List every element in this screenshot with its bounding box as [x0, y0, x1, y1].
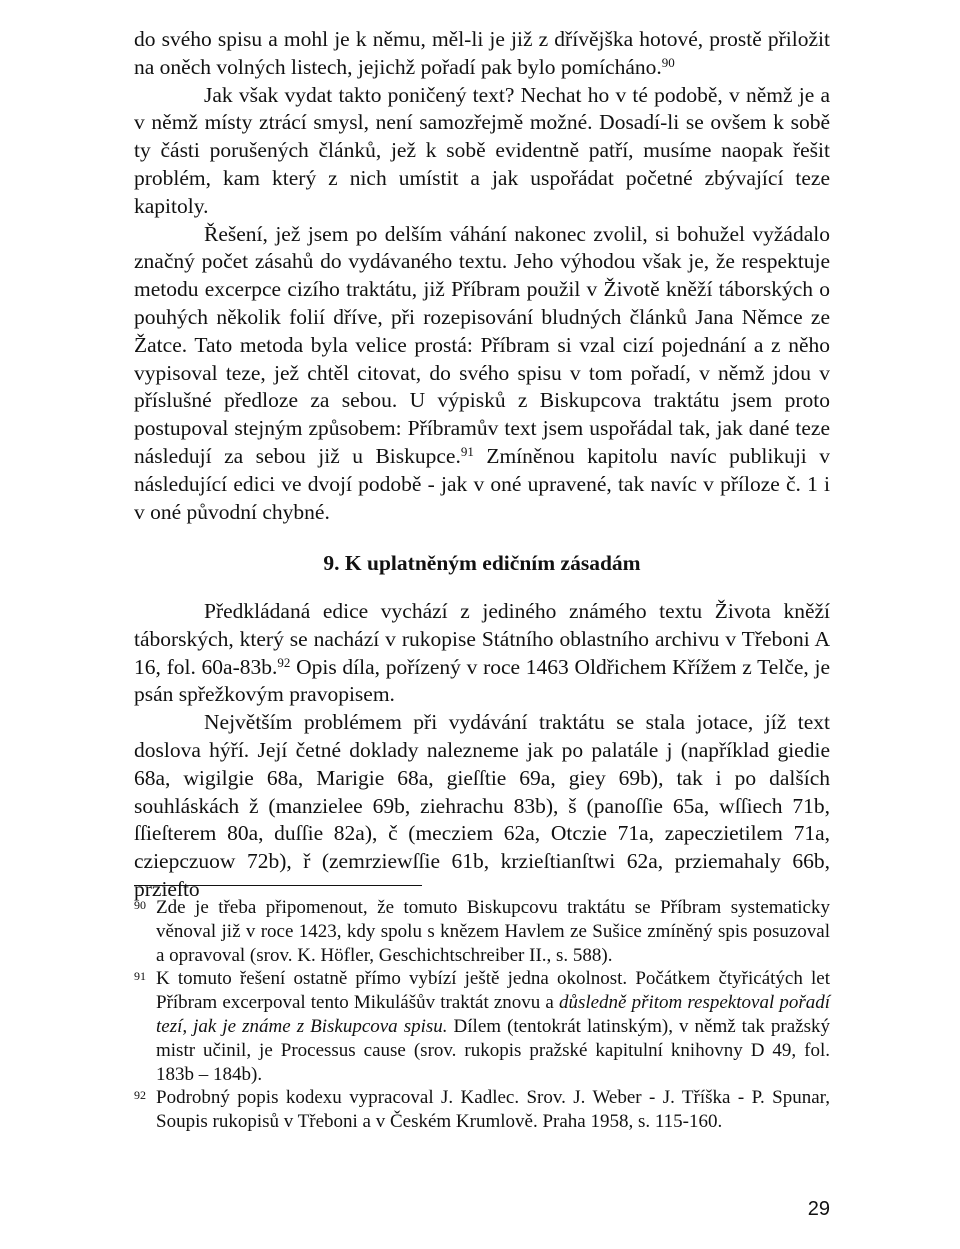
paragraph-1 — [134, 26, 830, 82]
footnote-text: Zde je třeba připomenout, že tomuto Biskupcovu traktátu se Příbram systematicky věnoval již v roce 1423, kdy spolu s knězem Havlem ze Sušice zmíněný spis posuzoval a opravoval (srov. K. Höfler, Geschichtschreiber II., s. 588). — [156, 897, 830, 966]
paragraph-3-text-cont: Zmíněnou kapitolu navíc publikuji v následující edici ve dvojí podobě - jak v oné upravené, tak navíc v příloze č. 1 i v oné původní chybné. — [134, 443, 830, 524]
section-text — [134, 598, 830, 904]
footnotes — [134, 896, 830, 1134]
paragraph-3-text: Řešení, jež jsem po delším váhání nakonec zvolil, si bohužel vyžádalo značný počet zásahů do vydávaného textu. Jeho výhodou však je, že respektuje metodu excerpce cizího traktátu, již Příbram použil v Životě kněží táborských o pouhých několik folií dříve, při rozepisování bludných článků Jana Němce ze Žatce. Tato metoda byla velice prostá: Příbram si vzal cizí pojednání a z něho vypisoval teze, jež chtěl citovat, do svého spisu v tom pořadí, v němž jdou v příslušné předloze za sebou. U výpisků z Biskupcova traktátu jsem proto postupoval stejným způsobem: Příbramův text jsem uspořádal tak, jak dané teze následují za sebou již u Biskupce. — [134, 221, 830, 468]
footnote-text-italic: důsledně přitom respektoval pořadí tezí, jak je známe z Biskupcova spisu. — [156, 992, 830, 1037]
footnote-ref-92: 92 — [277, 654, 291, 670]
footnote-92 — [134, 1086, 830, 1134]
footnote-text: K tomuto řešení ostatně přímo vybízí ještě jedna okolnost. Počátkem čtyřicátých let Příbram excerpoval tento Mikulášův traktát znovu a — [156, 968, 830, 1014]
paragraph-3 — [134, 221, 830, 527]
section-paragraph-1 — [134, 598, 830, 709]
footnote-91 — [134, 967, 830, 1086]
section-paragraph-1-text: Předkládaná edice vychází z jediného známého textu Života kněží táborských, který se nachází v rukopise Státního oblastního archivu v Třeboni A 16, fol. 60a-83b. — [134, 599, 830, 679]
paragraph-1-text: do svého spisu a mohl je k němu, měl-li je již z dřívějška hotové, prostě přiložit na oněch volných listech, jejichž pořadí pak bylo pomícháno. — [134, 27, 830, 79]
footnote-text-cont: Dílem (tentokrát latinským), v němž tak pražský mistr učinil, je Processus cause (srov. rukopis pražské kapitulní knihovny D 49, fol. 183b – 184b). — [156, 1015, 830, 1085]
footnote-ref-90: 90 — [661, 54, 675, 70]
section-heading: 9. K uplatněným edičním zásadám — [323, 551, 641, 575]
body-text — [134, 26, 830, 526]
paragraph-2: Jak však vydat takto poničený text? Nechat ho v té podobě, v němž je a v němž místy ztrácí smysl, není samozřejmě možné. Dosadí-li se ovšem k sobě ty části porušených článků, jež k sobě evidentně patří, musíme naopak řešit problém, kam který z nich umístit a jak uspořádat početné zbývající teze kapitoly. — [134, 82, 830, 218]
footnote-number: 90 — [134, 898, 146, 912]
footnote-number: 92 — [134, 1088, 146, 1103]
footnote-number: 91 — [134, 969, 146, 984]
footnote-ref-91: 91 — [460, 443, 474, 459]
page-number: 29 — [807, 1198, 830, 1220]
footnote-text: Podrobný popis kodexu vypracoval J. Kadlec. Srov. J. Weber - J. Tříška - P. Spunar, Soupis rukopisů v Třeboni a v Českém Krumlově. Praha 1958, s. 115-160. — [156, 1087, 830, 1133]
footnote-separator — [134, 885, 422, 886]
section-paragraph-1-text-cont: Opis díla, pořízený v roce 1463 Oldřichem Křížem z Telče, je psán spřežkovým pravopisem. — [134, 654, 830, 707]
footnote-90 — [134, 896, 830, 967]
section-paragraph-2: Největším problémem při vydávání traktátu se stala jotace, jíž text doslova hýří. Její četné doklady nalezneme jak po palatále j (například giedie 68a, wigilgie 68a, Marigie 68a, gieſſtie 69a, giey 69b), tak i po dalších souhláskách ž (manzielee 69b, ziehrachu 83b), š (panoſſie 65a, wſſiech 71b, ſſieſterem 80a, duſſie 82a), č (mecziem 62a, Otczie 71a, zapeczietilem 71a, cziepczuow 72b), ř (zemrziewſſie 61b, krzieſtianſtwi 62a, prziemahaly 66b, przieſto — [134, 710, 830, 901]
